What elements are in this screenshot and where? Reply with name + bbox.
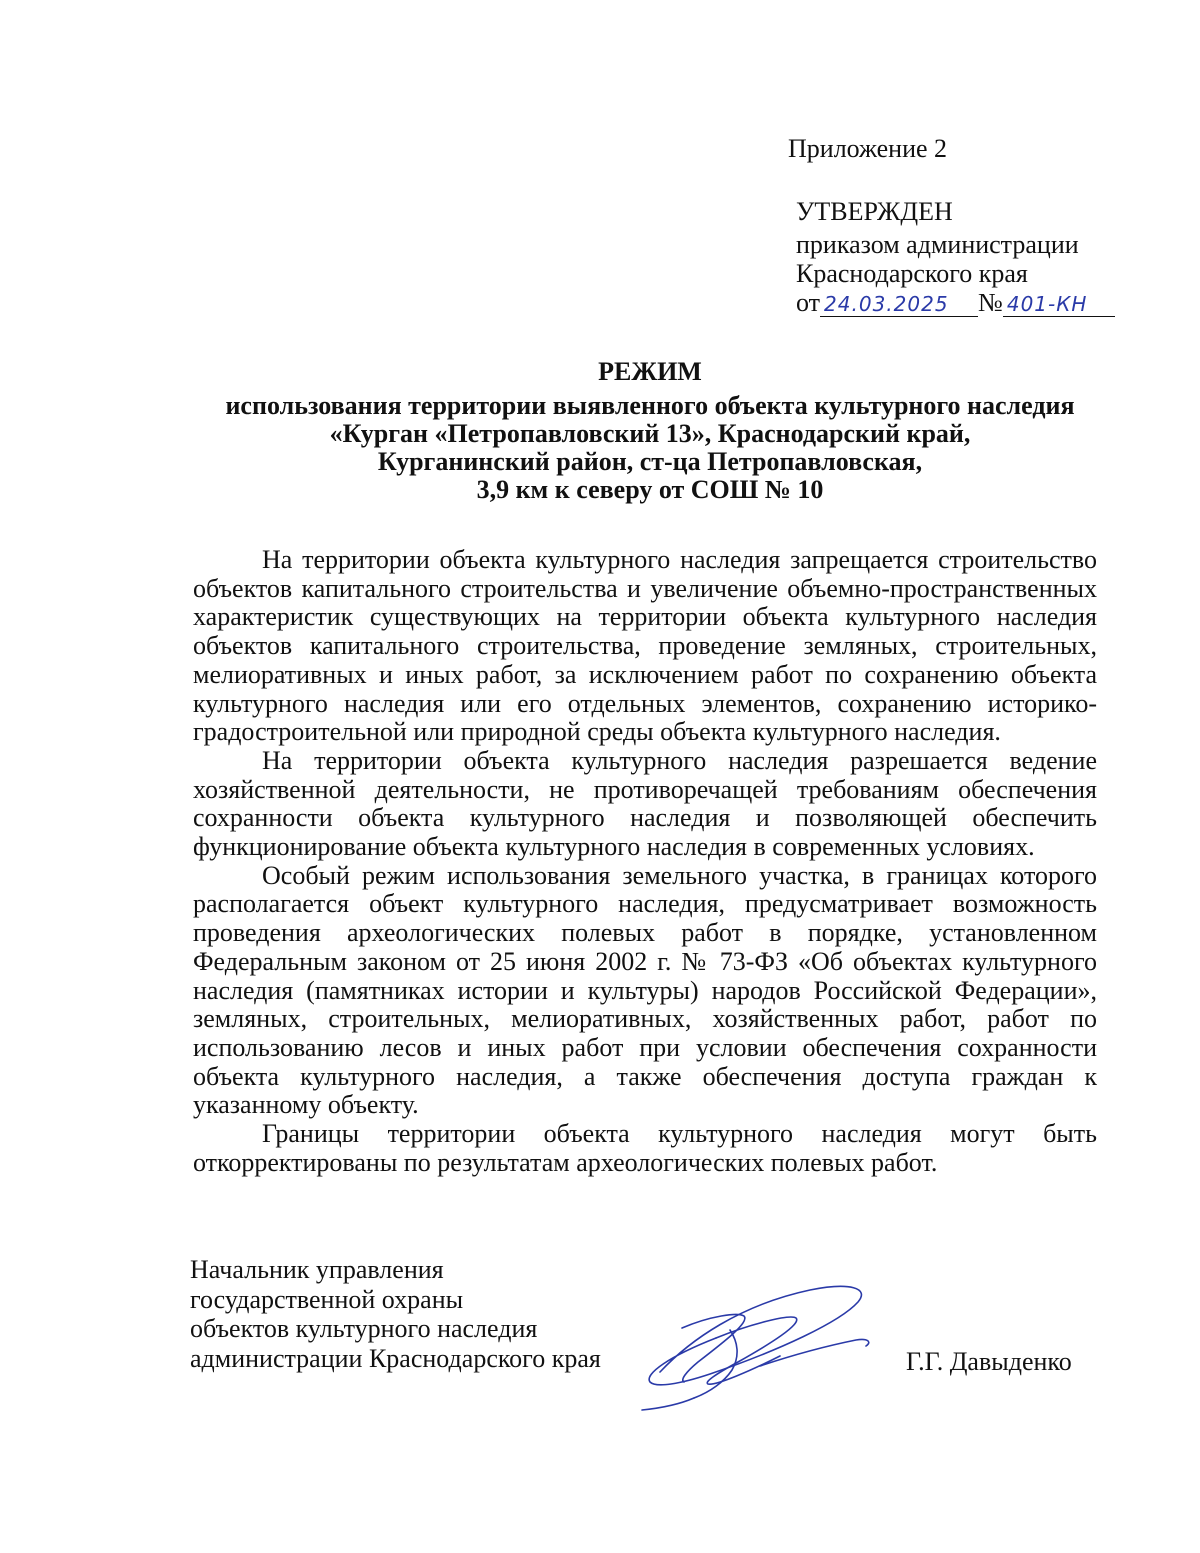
order-line-2: Краснодарского края (796, 259, 1028, 288)
number-prefix: № (978, 288, 1003, 317)
title-main: РЕЖИМ (598, 357, 702, 386)
paragraph-permission: На территории объекта культурного наследия разрешается ведение хозяйственной деятельности, не противоречащей требованиям обеспечения сохранности объекта культурного наследия и позволяющей обеспечить функционирование объекта культурного наследия в современных условиях. (193, 745, 1097, 862)
approval-block (796, 197, 1115, 322)
title-line-2: «Курган «Петропавловский 13», Краснодарский край, (329, 419, 971, 448)
signatory-position (190, 1255, 601, 1373)
position-line-1: Начальник управления (190, 1255, 444, 1284)
date-number-line (796, 288, 1115, 322)
document-body (193, 546, 1097, 1177)
appendix-label: Приложение 2 (788, 134, 948, 163)
handwritten-signature-icon (620, 1270, 880, 1420)
approved-label: УТВЕРЖДЕН (796, 197, 953, 226)
order-line-1: приказом администрации (796, 230, 1079, 259)
document-title (150, 357, 1150, 503)
title-line-3: Курганинский район, ст-ца Петропавловская, (377, 447, 923, 476)
handwritten-date: 24.03.2025 (820, 292, 978, 317)
position-line-2: государственной охраны (190, 1284, 464, 1314)
position-line-3: объектов культурного наследия (190, 1314, 538, 1343)
signatory-name: Г.Г. Давыденко (906, 1347, 1072, 1376)
paragraph-prohibition: На территории объекта культурного наследия запрещается строительство объектов капитального строительства и увеличение объемно-пространственных характеристик существующих на территории объекта культурного наследия объектов капитального строительства, проведение земляных, строительных, мелиоративных и иных работ, за исключением работ по сохранению объекта культурного наследия или его отдельных элементов, сохранению историко-градостроительной или природной среды объекта культурного наследия. (193, 545, 1097, 747)
title-line-1: использования территории выявленного объекта культурного наследия (225, 391, 1075, 420)
paragraph-special-regime: Особый режим использования земельного участка, в границах которого располагается объект культурного наследия, предусматривает возможность проведения археологических полевых работ в порядке, установленном Федеральным законом от 25 июня 2002 г. № 73-ФЗ «Об объектах культурного наследия (памятниках истории и культуры) народов Российской Федерации», земляных, строительных, мелиоративных, хозяйственных работ, работ по использованию лесов и иных работ при условии обеспечения сохранности объекта культурного наследия, а также обеспечения доступа граждан к указанному объекту. (193, 860, 1097, 1120)
position-line-4: администрации Краснодарского края (190, 1343, 601, 1373)
title-line-4: 3,9 км к северу от СОШ № 10 (476, 475, 824, 504)
date-prefix: от (796, 288, 821, 317)
handwritten-number: 401-КН (1003, 292, 1115, 317)
paragraph-boundaries: Границы территории объекта культурного наследия могут быть откорректированы по результатам археологических полевых работ. (193, 1119, 1097, 1177)
